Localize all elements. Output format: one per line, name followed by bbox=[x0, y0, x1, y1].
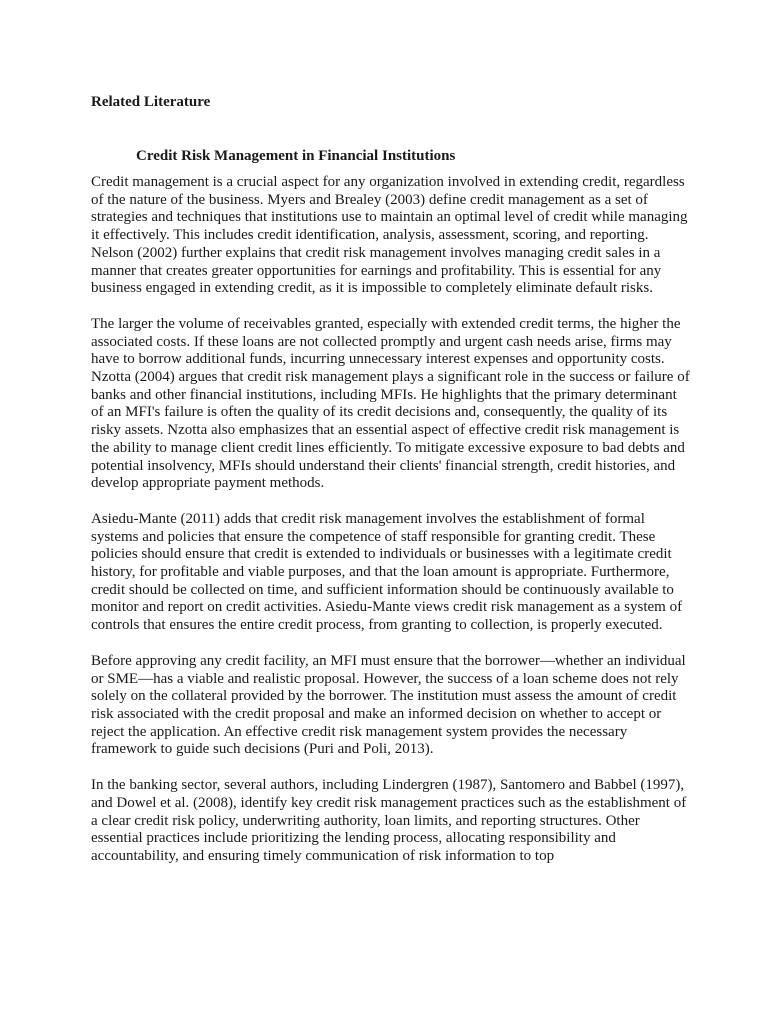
paragraph-2: The larger the volume of receivables granted, especially with extended credit terms, the higher the associated costs. If these loans are not collected promptly and urgent cash needs arise, firms may have to borrow additional funds, incurring unnecessary interest expenses and opportunity costs. Nzotta (2004) argues that credit risk management plays a significant role in the success or failure of banks and other financial institutions, including MFIs. He highlights that the primary determinant of an MFI's failure is often the quality of its credit decisions and, consequently, the quality of its risky assets. Nzotta also emphasizes that an essential aspect of effective credit risk management is the ability to manage client credit lines efficiently. To mitigate excessive exposure to bad debts and potential insolvency, MFIs should understand their clients' financial strength, credit histories, and develop appropriate payment methods. bbox=[91, 315, 690, 492]
section-heading: Related Literature bbox=[91, 94, 211, 110]
paragraph-4: Before approving any credit facility, an MFI must ensure that the borrower—whether an individual or SME—has a viable and realistic proposal. However, the success of a loan scheme does not rely solely on the collateral provided by the borrower. The institution must assess the amount of credit risk associated with the credit proposal and make an informed decision on whether to accept or reject the application. An effective credit risk management system provides the necessary framework to guide such decisions (Puri and Poli, 2013). bbox=[91, 652, 686, 758]
paragraph-3: Asiedu-Mante (2011) adds that credit risk management involves the establishment of formal systems and policies that ensure the competence of staff responsible for granting credit. These policies should ensure that credit is extended to individuals or businesses with a legitimate credit history, for profitable and viable purposes, and that the loan amount is appropriate. Furthermore, credit should be collected on time, and sufficient information should be continuously available to monitor and report on credit activities. Asiedu-Mante views credit risk management as a system of controls that ensures the entire credit process, from granting to collection, is properly executed. bbox=[91, 510, 683, 634]
paragraph-5: In the banking sector, several authors, including Lindergren (1987), Santomero and Babbel (1997), and Dowel et al. (2008), identify key credit risk management practices such as the establishment of a clear credit risk policy, underwriting authority, loan limits, and reporting structures. Other essential practices include prioritizing the lending process, allocating responsibility and accountability, and ensuring timely communication of risk information to top bbox=[91, 777, 687, 864]
subsection-heading: Credit Risk Management in Financial Institutions bbox=[136, 148, 456, 164]
document-page bbox=[91, 92, 691, 866]
paragraph-1: Credit management is a crucial aspect for any organization involved in extending credit, regardless of the nature of the business. Myers and Brealey (2003) define credit management as a set of strategies and techniques that institutions use to maintain an optimal level of credit while managing it effectively. This includes credit identification, analysis, assessment, scoring, and reporting. Nelson (2002) further explains that credit risk management involves managing credit sales in a manner that creates greater opportunities for earnings and profitability. This is essential for any business engaged in extending credit, as it is impossible to completely eliminate default risks. bbox=[91, 174, 688, 297]
